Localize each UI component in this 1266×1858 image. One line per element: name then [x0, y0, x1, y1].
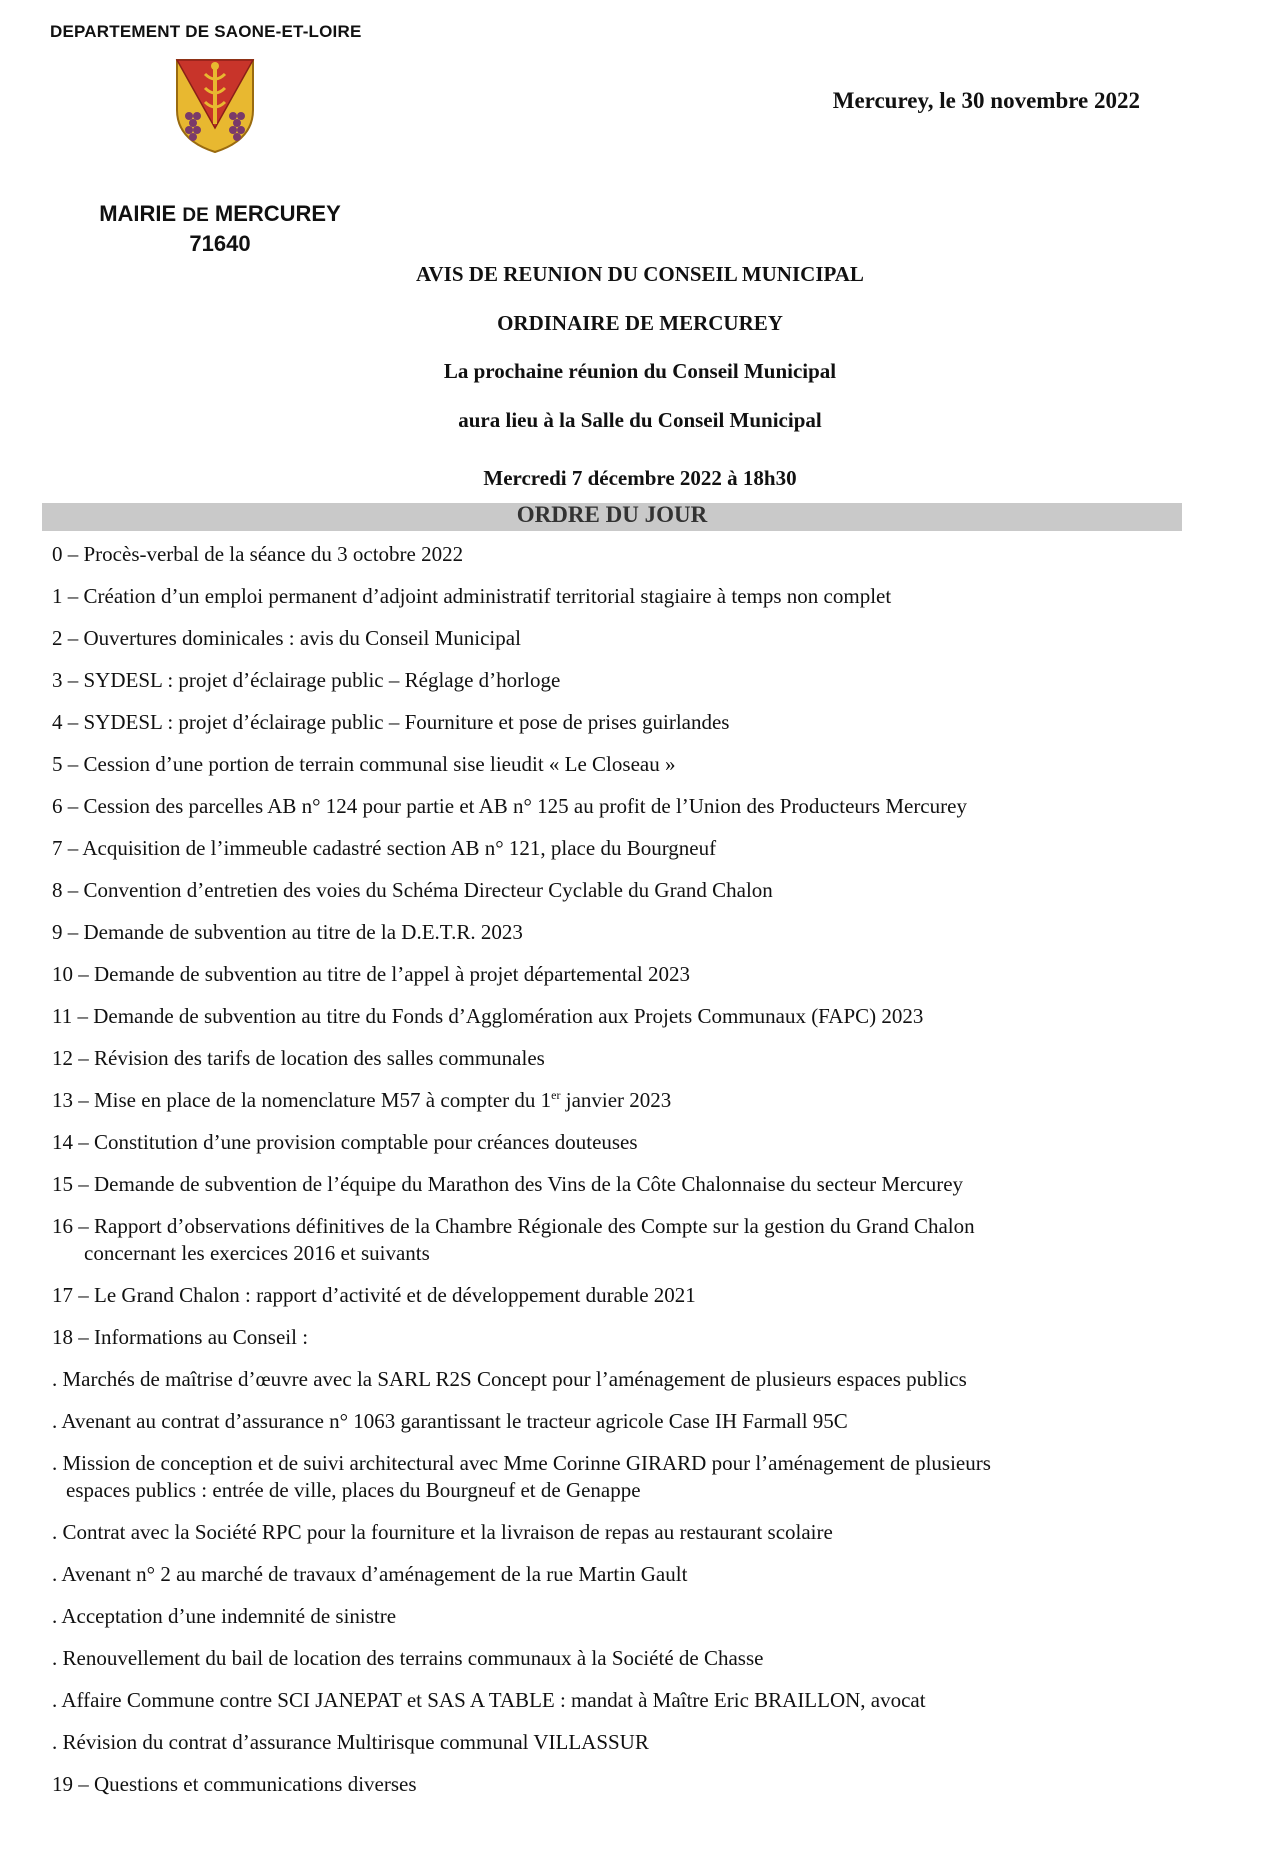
agenda-item: 4 – SYDESL : projet d’éclairage public – Fourniture et pose de prises guirlandes — [52, 710, 730, 734]
agenda-item: 11 – Demande de subvention au titre du Fonds d’Agglomération aux Projets Communaux (FAPC) 2023 — [52, 1004, 924, 1028]
info-item-3: . Mission de conception et de suivi architectural avec Mme Corinne GIRARD pour l’aménagement de plusieurs espaces publics : entrée de ville, places du Bourgneuf et de Genappe — [52, 1451, 991, 1502]
info-item: . Affaire Commune contre SCI JANEPAT et SAS A TABLE : mandat à Maître Eric BRAILLON, avocat — [52, 1688, 926, 1712]
info-item: . Renouvellement du bail de location des terrains communaux à la Société de Chasse — [52, 1646, 764, 1670]
mairie-block — [70, 200, 370, 258]
agenda-title: ORDRE DU JOUR — [516, 502, 708, 527]
info-item: . Révision du contrat d’assurance Multirisque communal VILLASSUR — [52, 1730, 649, 1754]
agenda-item-16: 16 – Rapport d’observations définitives de la Chambre Régionale des Compte sur la gestion du Grand Chalon concernant les exercices 2016 et suivants — [52, 1214, 975, 1265]
info-item: . Acceptation d’une indemnité de sinistre — [52, 1604, 397, 1628]
agenda-item-13: 13 – Mise en place de la nomenclature M57 à compter du 1er janvier 2023 — [52, 1088, 672, 1112]
agenda-item: 10 – Demande de subvention au titre de l’appel à projet départemental 2023 — [52, 962, 690, 986]
notice-line-3: La prochaine réunion du Conseil Municipal — [443, 359, 837, 383]
agenda-item: 6 – Cession des parcelles AB n° 124 pour partie et AB n° 125 au profit de l’Union des Producteurs Mercurey — [52, 794, 967, 818]
agenda-item: 1 – Création d’un emploi permanent d’adjoint administratif territorial stagiaire à temps non complet — [52, 584, 892, 608]
department-heading: DEPARTEMENT DE SAONE-ET-LOIRE — [50, 22, 362, 41]
agenda-item: 2 – Ouvertures dominicales : avis du Conseil Municipal — [52, 626, 521, 650]
info-item: . Avenant n° 2 au marché de travaux d’aménagement de la rue Martin Gault — [52, 1562, 688, 1586]
coat-of-arms-icon — [175, 58, 255, 154]
agenda-item: 14 – Constitution d’une provision comptable pour créances douteuses — [52, 1130, 638, 1154]
info-item: . Avenant au contrat d’assurance n° 1063 garantissant le tracteur agricole Case IH Farmall 95C — [52, 1409, 848, 1433]
mairie-postcode: 71640 — [189, 231, 251, 256]
notice-meeting-date: Mercredi 7 décembre 2022 à 18h30 — [483, 466, 797, 490]
agenda-item: 15 – Demande de subvention de l’équipe du Marathon des Vins de la Côte Chalonnaise du secteur Mercurey — [52, 1172, 964, 1196]
info-item: . Marchés de maîtrise d’œuvre avec la SARL R2S Concept pour l’aménagement de plusieurs espaces publics — [52, 1367, 967, 1391]
agenda-item: 5 – Cession d’une portion de terrain communal sise lieudit « Le Closeau » — [52, 752, 676, 776]
agenda-item: 18 – Informations au Conseil : — [52, 1325, 309, 1349]
info-item: . Contrat avec la Société RPC pour la fourniture et la livraison de repas au restaurant scolaire — [52, 1520, 833, 1544]
notice-line-4: aura lieu à la Salle du Conseil Municipal — [458, 408, 822, 432]
agenda-item: 3 – SYDESL : projet d’éclairage public – Réglage d’horloge — [52, 668, 561, 692]
agenda-item: 8 – Convention d’entretien des voies du Schéma Directeur Cyclable du Grand Chalon — [52, 878, 773, 902]
agenda-item: 17 – Le Grand Chalon : rapport d’activité et de développement durable 2021 — [52, 1283, 696, 1307]
mairie-name: MAIRIE DE MERCUREY — [99, 201, 341, 226]
agenda-item: 9 – Demande de subvention au titre de la D.E.T.R. 2023 — [52, 920, 523, 944]
notice-line-1: AVIS DE REUNION DU CONSEIL MUNICIPAL — [416, 262, 864, 286]
date-line: Mercurey, le 30 novembre 2022 — [832, 88, 1140, 113]
notice-line-2: ORDINAIRE DE MERCUREY — [497, 311, 783, 335]
agenda-item: 0 – Procès-verbal de la séance du 3 octobre 2022 — [52, 542, 464, 566]
agenda-item: 19 – Questions et communications diverses — [52, 1772, 417, 1796]
agenda-item: 7 – Acquisition de l’immeuble cadastré section AB n° 121, place du Bourgneuf — [52, 836, 717, 860]
agenda-item: 12 – Révision des tarifs de location des salles communales — [52, 1046, 545, 1070]
